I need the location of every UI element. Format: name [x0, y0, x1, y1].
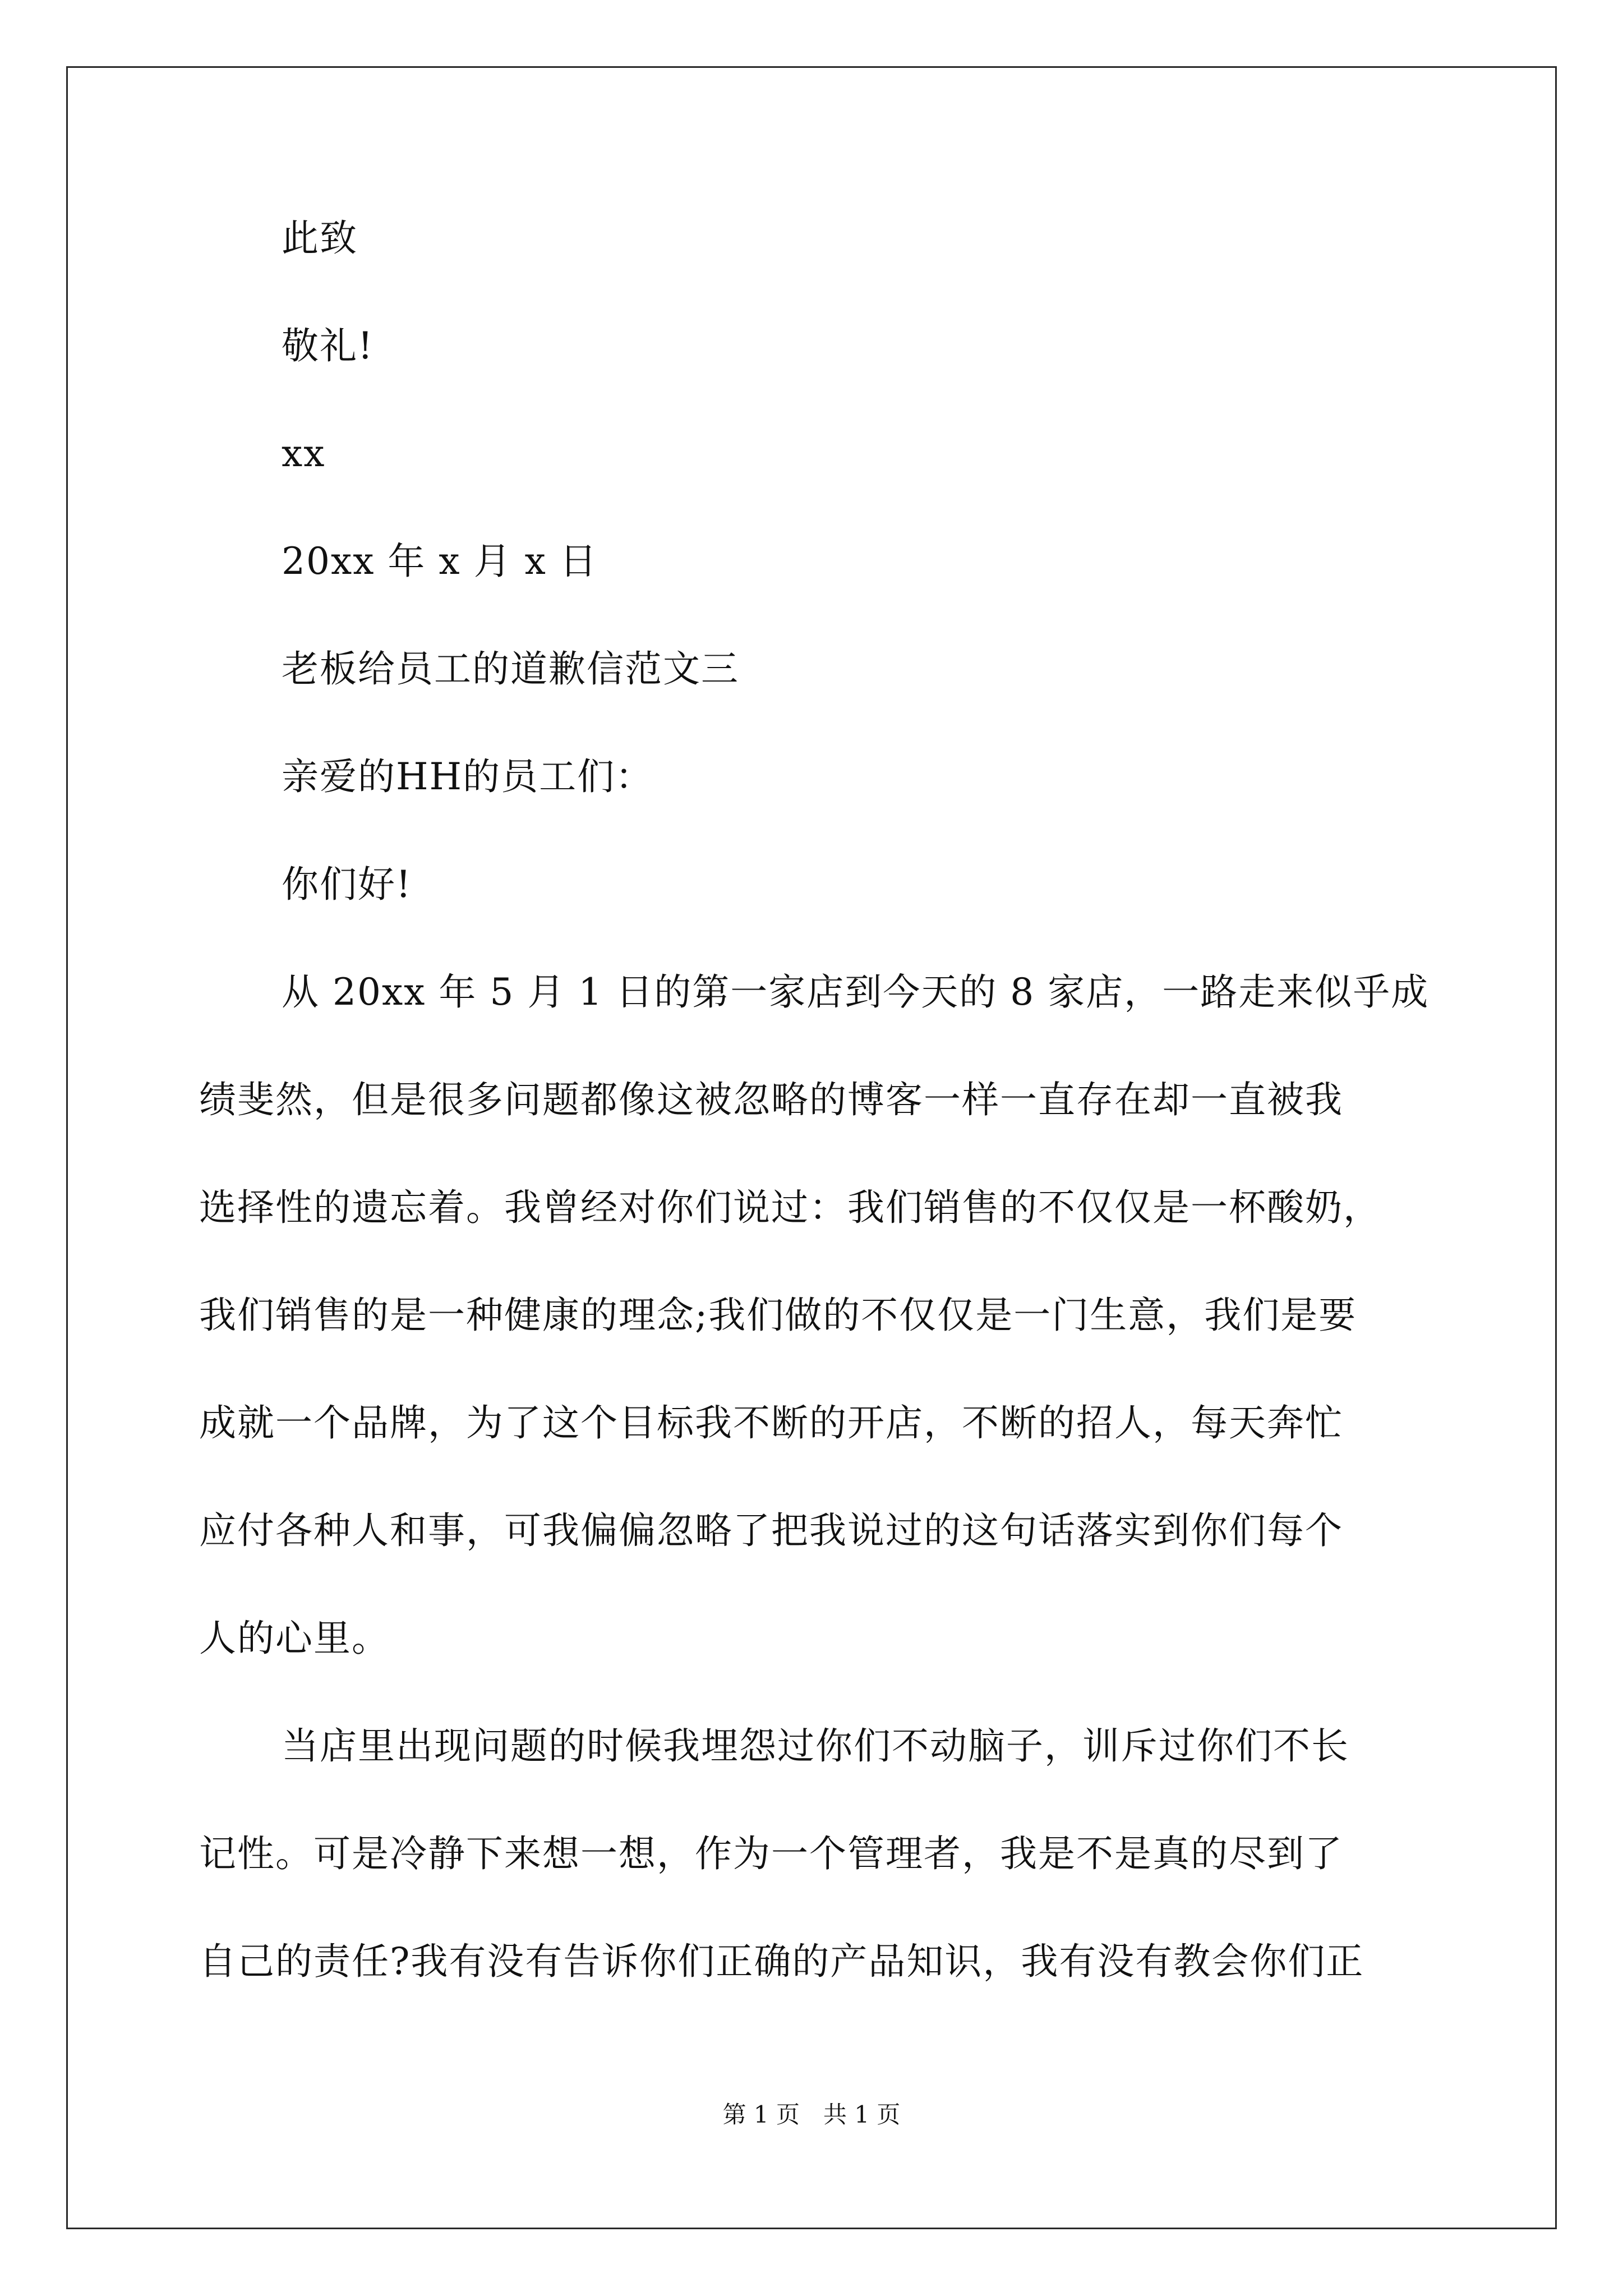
paragraph-2-line: 自己的责任?我有没有告诉你们正确的产品知识，我有没有教会你们正: [199, 1940, 1364, 1983]
paragraph-1-line: 成就一个品牌，为了这个目标我不断的开店，不断的招人，每天奔忙: [199, 1401, 1343, 1444]
closing-line-1: 此致: [282, 217, 358, 260]
signature: xx: [282, 432, 326, 475]
paragraph-1-line: 人的心里。: [199, 1617, 390, 1660]
section-heading: 老板给员工的道歉信范文三: [282, 647, 739, 691]
paragraph-1-line: 绩斐然，但是很多问题都像这被忽略的博客一样一直存在却一直被我: [199, 1078, 1343, 1121]
paragraph-1-line: 选择性的遗忘着。我曾经对你们说过：我们销售的不仅仅是一杯酸奶，: [199, 1186, 1381, 1229]
paragraph-2-line: 记性。可是冷静下来想一想，作为一个管理者，我是不是真的尽到了: [199, 1832, 1343, 1875]
salutation: 亲爱的HH的员工们：: [282, 755, 654, 798]
paragraph-1-line: 我们销售的是一种健康的理念;我们做的不仅仅是一门生意，我们是要: [199, 1294, 1357, 1337]
paragraph-2-line: 当店里出现问题的时候我埋怨过你们不动脑子，训斥过你们不长: [282, 1724, 1349, 1768]
greeting: 你们好!: [282, 863, 412, 906]
paragraph-1-line: 从 20xx 年 5 月 1 日的第一家店到今天的 8 家店，一路走来似乎成: [282, 970, 1430, 1014]
paragraph-1-line: 应付各种人和事，可我偏偏忽略了把我说过的这句话落实到你们每个: [199, 1509, 1343, 1552]
closing-line-2: 敬礼!: [282, 324, 374, 367]
page-border: [66, 66, 1557, 2229]
page-footer: 第 1 页 共 1 页: [722, 2101, 901, 2128]
date-line: 20xx 年 x 月 x 日: [282, 540, 598, 583]
